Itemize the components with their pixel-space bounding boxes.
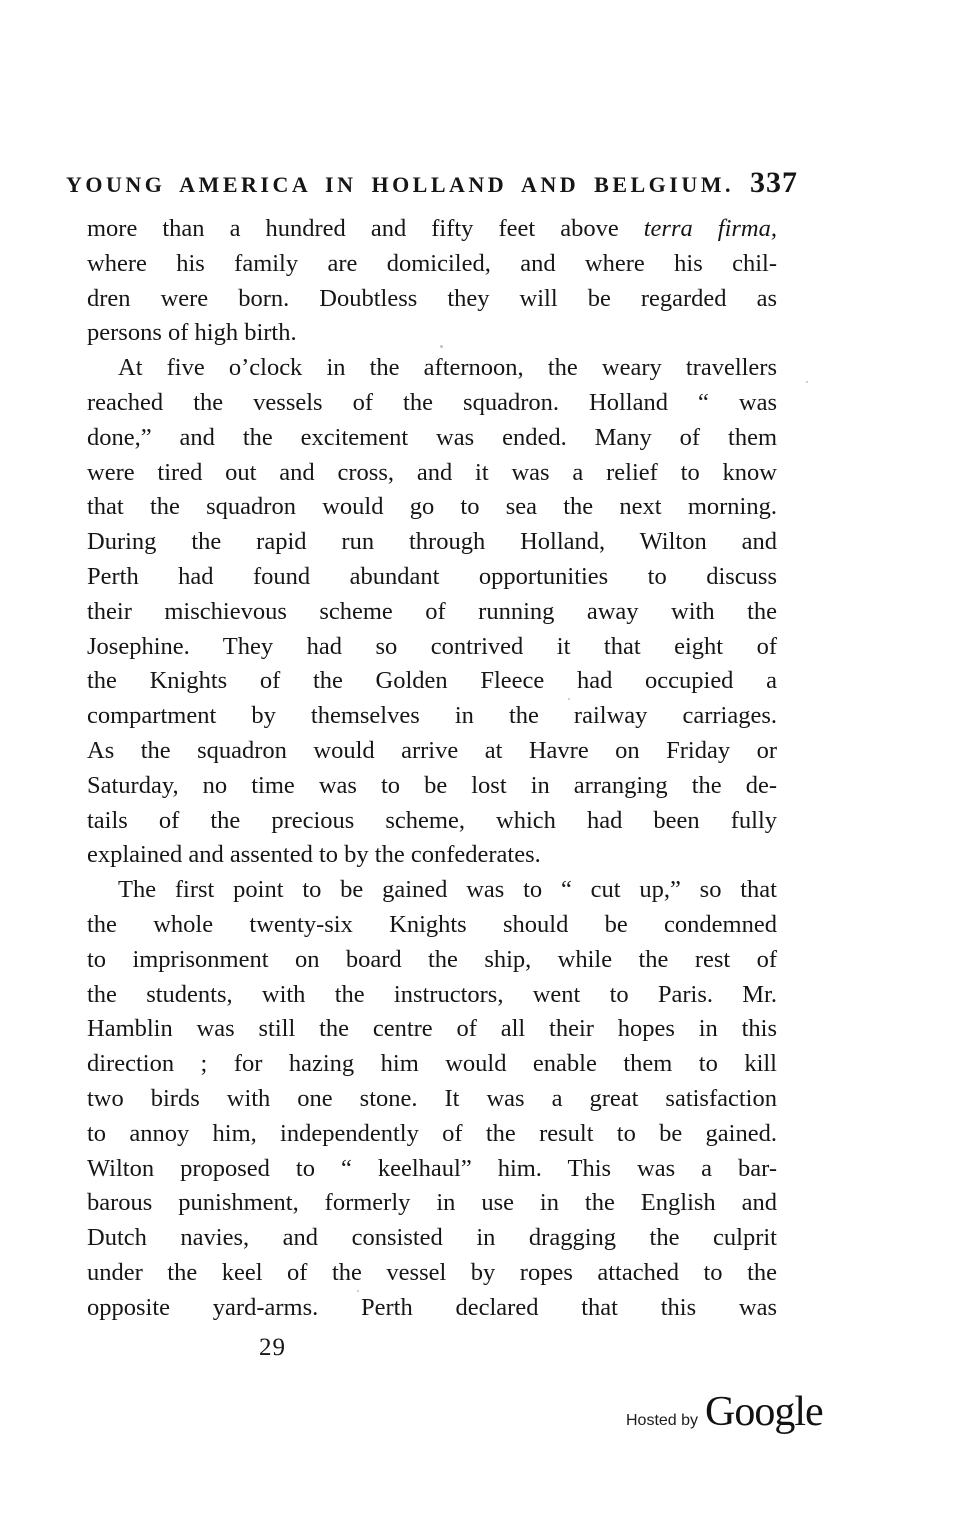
text-line: Josephine. They had so contrived it that eight of [87, 632, 777, 660]
page-number: 337 [750, 166, 798, 199]
text-line: to imprisonment on board the ship, while the rest of [87, 945, 777, 973]
text-line: were tired out and cross, and it was a relief to know [87, 458, 777, 486]
google-watermark [626, 1388, 823, 1436]
text-line: Saturday, no time was to be lost in arranging the de- [87, 771, 777, 799]
scan-speckle [651, 1173, 653, 1175]
text-line: dren were born. Doubtless they will be regarded as [87, 284, 777, 312]
text-line: compartment by themselves in the railway carriages. [87, 702, 777, 730]
text-line: Perth had found abundant opportunities to discuss [87, 562, 777, 590]
text-line: reached the vessels of the squadron. Holland “ was [87, 388, 777, 416]
text-line: the whole twenty-six Knights should be condemned [87, 910, 777, 938]
text-line: their mischievous scheme of running away with the [87, 597, 777, 625]
text-line: two birds with one stone. It was a great satisfaction [87, 1084, 777, 1112]
text-line: During the rapid run through Holland, Wilton and [87, 528, 777, 556]
paragraph [87, 351, 777, 873]
text-line: As the squadron would arrive at Havre on Friday or [87, 736, 777, 764]
text-line: the Knights of the Golden Fleece had occupied a [87, 667, 777, 695]
scan-speckle [357, 1290, 359, 1292]
text-line: the students, with the instructors, went to Paris. Mr. [87, 980, 777, 1008]
signature-mark: 29 [259, 1334, 286, 1361]
text-line: where his family are domiciled, and where his chil- [87, 249, 777, 277]
running-header [66, 166, 798, 200]
text-line: barous punishment, formerly in use in the English and [87, 1189, 777, 1217]
paragraph [87, 873, 777, 1325]
page-body [87, 212, 777, 1326]
text-line: Dutch navies, and consisted in dragging the culprit [87, 1224, 777, 1252]
text-line: Wilton proposed to “ keelhaul” him. This was a bar- [87, 1154, 777, 1182]
text-line: Hamblin was still the centre of all their hopes in this [87, 1015, 777, 1043]
scan-speckle [440, 345, 443, 348]
scan-speckle [806, 381, 808, 383]
running-header-title: YOUNG AMERICA IN HOLLAND AND BELGIUM. [66, 172, 734, 197]
text-line: done,” and the excitement was ended. Many of them [87, 423, 777, 451]
text-line: that the squadron would go to sea the next morning. [87, 493, 777, 521]
text-line: more than a hundred and fifty feet above terra firma, [87, 215, 778, 242]
text-line: direction ; for hazing him would enable them to kill [87, 1050, 777, 1078]
text-line: tails of the precious scheme, which had been fully [87, 806, 777, 834]
text-line: explained and assented to by the confederates. [87, 841, 541, 869]
paragraph [87, 212, 777, 351]
text-line: opposite yard-arms. Perth declared that this was [87, 1293, 777, 1321]
text-line: At five o’clock in the afternoon, the weary travellers [118, 354, 777, 382]
text-line: The first point to be gained was to “ cut up,” so that [118, 876, 777, 904]
google-logo-text: Google [705, 1389, 823, 1435]
text-line: under the keel of the vessel by ropes attached to the [87, 1258, 777, 1286]
hosted-by-label: Hosted by [626, 1412, 699, 1429]
text-line: persons of high birth. [87, 319, 297, 347]
text-line: to annoy him, independently of the result to be gained. [87, 1119, 777, 1147]
scan-speckle [568, 698, 570, 700]
